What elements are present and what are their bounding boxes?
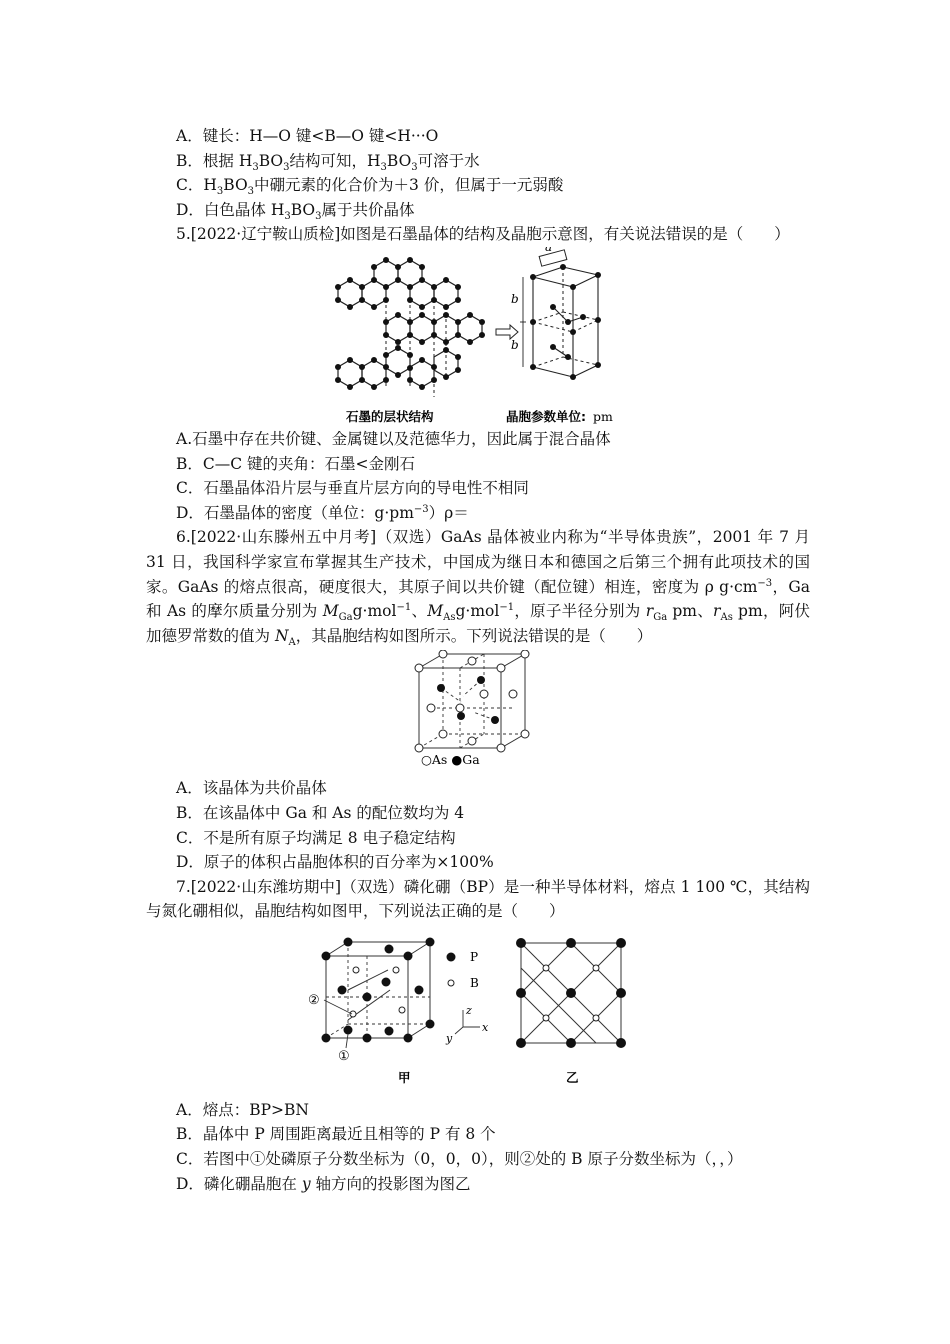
q6-option-c: C．不是所有原子均满足 8 电子稳定结构 (176, 828, 456, 847)
axis-y: y (446, 1031, 453, 1045)
label-a: a (545, 246, 553, 254)
bp-diagrams (308, 930, 648, 1090)
graphite-caption-left: 石墨的层状结构 (346, 408, 434, 424)
document-body (146, 124, 810, 1196)
graphite-caption-right: 晶胞参数单位: (506, 408, 586, 424)
q5-stem: 5.[2022·辽宁鞍山质检]如图是石墨晶体的结构及晶胞示意图，有关说法错误的是（ ） (176, 225, 790, 244)
q7-stem: 7.[2022·山东潍坊期中]（双选）磷化硼（BP）是一种半导体材料，熔点 1 100 ℃，其结构与氮化硼相似，晶胞结构如图甲，下列说法正确的是（ ） (146, 877, 810, 921)
q5-option-a: A.石墨中存在共价键、金属键以及范德华力，因此属于混合晶体 (176, 429, 611, 448)
q7-option-a: A．熔点：BP>BN (176, 1100, 309, 1119)
q5-option-c: C．石墨晶体沿片层与垂直片层方向的导电性不相同 (176, 479, 529, 498)
graphite-caption-unit: pm (593, 408, 613, 424)
gaas-unit-cell (413, 650, 543, 768)
q6-stem: 6.[2022·山东滕州五中月考]（双选）GaAs 晶体被业内称为“半导体贵族”，2001 年 7 月 31 日，我国科学家宣布掌握其生产技术，中国成为继日本和德国之后第三个拥有此项技术的国家。GaAs 的熔点很高，硬度很大，其原子间以共价键（配位键）相连，密度为 ρ $g\cdot cm^{-3}$，Ga 和 As 的摩尔质量分别为 $M_{Ga}g\cdot mol^{-1}$、$M_{As}g\cdot mol^{-1}$，原子半径分别为 $r_{Ga}$ pm、$r_{As}$ pm，阿伏加德罗常数的值为 $N_A$，其晶胞结构如图所示。下列说法错误的是（ ） (146, 528, 810, 648)
label-b-upper: b (511, 291, 519, 306)
q4-option-b: B．根据 $H_3BO_3$结构可知，$H_3BO_3$可溶于水 (176, 151, 480, 173)
mark-1: ① (338, 1048, 350, 1064)
legend-P: P (470, 949, 479, 964)
gaas-figure (413, 650, 543, 768)
q4-option-d: D．白色晶体 $H_3BO_3$属于共价晶体 (176, 200, 415, 222)
axis-x: x (482, 1020, 489, 1034)
graphite-diagram (328, 247, 628, 427)
axis-z: z (466, 1003, 472, 1017)
q7-option-c: C．若图中①处磷原子分数坐标为（0，0，0），则②处的 B 原子分数坐标为（，，） (176, 1150, 743, 1169)
mark-2: ② (308, 992, 320, 1008)
q5-option-d: D．石墨晶体的密度（单位：$g\cdot pm^{-3})\rho=$ (176, 503, 469, 522)
graphite-figure (328, 247, 628, 427)
bp-figure (308, 930, 648, 1090)
legend-B: B (470, 975, 479, 990)
q6-option-d: D．原子的体积占晶胞体积的百分率为×100% (176, 853, 494, 872)
q4-option-a: A．键长：H—O 键<B—O 键<H···O (176, 127, 439, 145)
q4-option-c: C．$H_3BO_3$中硼元素的化合价为＋3 价，但属于一元弱酸 (176, 176, 564, 198)
caption-yi: 乙 (566, 1069, 579, 1085)
q7-option-d: D．磷化硼晶胞在 y 轴方向的投影图为图乙 (176, 1174, 471, 1193)
q6-option-a: A．该晶体为共价晶体 (176, 779, 327, 798)
q5-option-b: B．C—C 键的夹角：石墨<金刚石 (176, 454, 416, 473)
gaas-legend: ○As ●Ga (421, 752, 480, 768)
label-b-lower: b (511, 337, 519, 352)
q7-option-b: B．晶体中 P 周围距离最近且相等的 P 有 8 个 (176, 1125, 496, 1144)
caption-jia: 甲 (398, 1069, 411, 1085)
q6-option-b: B．在该晶体中 Ga 和 As 的配位数均为 4 (176, 803, 465, 822)
